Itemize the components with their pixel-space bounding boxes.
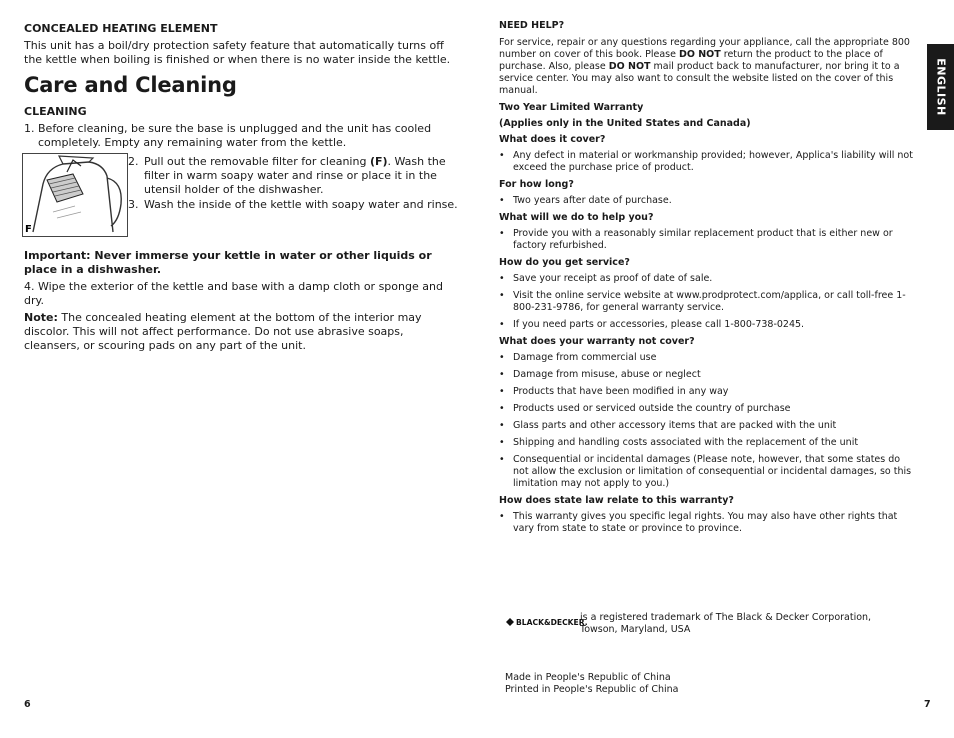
list-item xyxy=(499,273,915,285)
list-item xyxy=(499,511,915,535)
answer-list-cover xyxy=(499,150,915,174)
list-item xyxy=(499,228,915,252)
bullet-icon: • xyxy=(499,454,505,465)
step-2-text-c: . Wash the filter in warm soapy water and rinse or place it in the utensil holder of the dishwasher. xyxy=(144,155,446,196)
answer-list-state-law xyxy=(499,511,915,535)
language-tab xyxy=(927,44,954,130)
step-2 xyxy=(128,155,470,197)
answer-list-service xyxy=(499,273,915,331)
step-1-text: Before cleaning, be sure the base is unplugged and the unit has cooled completely. Empty any remaining water from the kettle. xyxy=(38,122,432,149)
page-number-right: 7 xyxy=(924,699,931,710)
list-item xyxy=(499,454,915,490)
bullet-icon: • xyxy=(499,369,505,380)
bullet-icon: • xyxy=(499,437,505,448)
page-number-left: 6 xyxy=(24,699,31,710)
help-text-a: For service, repair or any questions regarding your appliance, call the appropriate 800 number on cover of this book. Please xyxy=(499,37,910,60)
help-text-d: DO NOT xyxy=(608,61,651,72)
answer-list-not-cover xyxy=(499,352,915,490)
question-state-law: How does state law relate to this warranty? xyxy=(499,495,734,506)
bullet-icon: • xyxy=(499,290,505,301)
list-item xyxy=(499,290,915,314)
step-2-text-b: (F) xyxy=(369,155,388,168)
list-item xyxy=(499,420,915,432)
important-warning: Important: Never immerse your kettle in water or other liquids or place in a dishwasher. xyxy=(24,249,432,276)
warranty-title: Two Year Limited Warranty xyxy=(499,102,644,113)
page-title: Care and Cleaning xyxy=(24,73,237,97)
heading-cleaning: CLEANING xyxy=(24,105,87,118)
list-item xyxy=(499,403,915,415)
step-2-number: 2. xyxy=(128,155,139,168)
bullet-icon: • xyxy=(499,403,505,414)
list-item-text: Two years after date of purchase. xyxy=(513,195,672,206)
right-page xyxy=(499,20,915,535)
list-item xyxy=(499,319,915,331)
list-item-text: Shipping and handling costs associated with the replacement of the unit xyxy=(513,437,859,448)
kettle-icon xyxy=(23,154,127,236)
help-text-e: mail product back to manufacturer, nor bring it to a service center. You may also want to consult the website listed on the cover of this manual. xyxy=(499,61,900,96)
list-item xyxy=(499,352,915,364)
brand-logo-icon xyxy=(506,617,588,627)
question-service: How do you get service? xyxy=(499,257,630,268)
question-help: What will we do to help you? xyxy=(499,212,654,223)
list-item xyxy=(499,437,915,449)
note xyxy=(24,311,456,353)
bullet-icon: • xyxy=(499,319,505,330)
list-item-text: Products used or serviced outside the country of purchase xyxy=(513,403,791,414)
list-item-text: Provide you with a reasonably similar replacement product that is either new or factory refurbished. xyxy=(513,228,893,251)
list-item xyxy=(499,150,915,174)
help-paragraph xyxy=(499,37,915,97)
heading-concealed-heating-element: CONCEALED HEATING ELEMENT xyxy=(24,22,218,35)
kettle-filter-figure xyxy=(22,153,128,237)
made-in: Made in People's Republic of China xyxy=(505,672,671,683)
language-tab-label: ENGLISH xyxy=(934,58,947,116)
list-item-text: Damage from misuse, abuse or neglect xyxy=(513,369,701,380)
heading-need-help: NEED HELP? xyxy=(499,20,565,31)
figure-label: F xyxy=(25,224,32,235)
bullet-icon: • xyxy=(499,150,505,161)
step-3 xyxy=(128,198,470,212)
bullet-icon: • xyxy=(499,352,505,363)
help-text-b: DO NOT xyxy=(678,49,721,60)
list-item-text: Glass parts and other accessory items that are packed with the unit xyxy=(513,420,837,431)
question-how-long: For how long? xyxy=(499,179,574,190)
step-3-number: 3. xyxy=(128,198,139,211)
list-item-text: Save your receipt as proof of date of sale. xyxy=(513,273,713,284)
figure-row xyxy=(24,153,456,237)
bullet-icon: • xyxy=(499,511,505,522)
logo-text: BLACK&DECKER. xyxy=(516,618,588,627)
list-item-text: This warranty gives you specific legal rights. You may also have other rights that vary from state to state or province to province. xyxy=(513,511,898,534)
list-item-text: Damage from commercial use xyxy=(513,352,657,363)
step-1-number: 1. xyxy=(24,122,35,135)
list-item-text: Any defect in material or workmanship provided; however, Applica's liability will not exceed the purchase price of product. xyxy=(513,150,913,173)
list-item xyxy=(499,195,915,207)
note-text: The concealed heating element at the bottom of the interior may discolor. This will not affect performance. Do not use abrasive soaps, cleansers, or scouring pads on any part of the unit. xyxy=(24,311,422,352)
warranty-applies: (Applies only in the United States and Canada) xyxy=(499,118,751,129)
step-3-text: Wash the inside of the kettle with soapy water and rinse. xyxy=(144,198,458,211)
black-decker-logo xyxy=(506,612,588,627)
list-item xyxy=(499,369,915,381)
trademark-line-2: Towson, Maryland, USA xyxy=(580,624,691,635)
list-item-text: If you need parts or accessories, please call 1-800-738-0245. xyxy=(513,319,805,330)
list-item-text: Products that have been modified in any way xyxy=(513,386,729,397)
answer-list-how-long xyxy=(499,195,915,207)
paragraph-boil-dry: This unit has a boil/dry protection safety feature that automatically turns off the kettle when boiling is finished or when there is no water inside the kettle. xyxy=(24,39,451,66)
trademark-line-1: is a registered trademark of The Black & Decker Corporation, xyxy=(580,612,872,623)
step-4: 4. Wipe the exterior of the kettle and base with a damp cloth or sponge and dry. xyxy=(24,280,443,307)
question-cover: What does it cover? xyxy=(499,134,606,145)
list-item xyxy=(499,386,915,398)
bullet-icon: • xyxy=(499,228,505,239)
question-not-cover: What does your warranty not cover? xyxy=(499,336,695,347)
bullet-icon: • xyxy=(499,273,505,284)
step-1 xyxy=(24,122,456,150)
note-label: Note: xyxy=(24,311,58,324)
answer-list-help xyxy=(499,228,915,252)
bullet-icon: • xyxy=(499,386,505,397)
help-text-c: return the product to the place of purchase. Also, please xyxy=(499,49,883,72)
list-item-text: Visit the online service website at www.prodprotect.com/applica, or call toll-free 1-800-231-9786, for general warranty service. xyxy=(513,290,906,313)
printed-in: Printed in People's Republic of China xyxy=(505,684,679,695)
left-page xyxy=(24,22,456,353)
list-item-text: Consequential or incidental damages (Please note, however, that some states do not allow the exclusion or limitation of consequential or incidental damages, so this limitation may not apply to you.) xyxy=(513,454,912,489)
bullet-icon: • xyxy=(499,420,505,431)
bullet-icon: • xyxy=(499,195,505,206)
step-2-text-a: Pull out the removable filter for cleaning xyxy=(144,155,370,168)
